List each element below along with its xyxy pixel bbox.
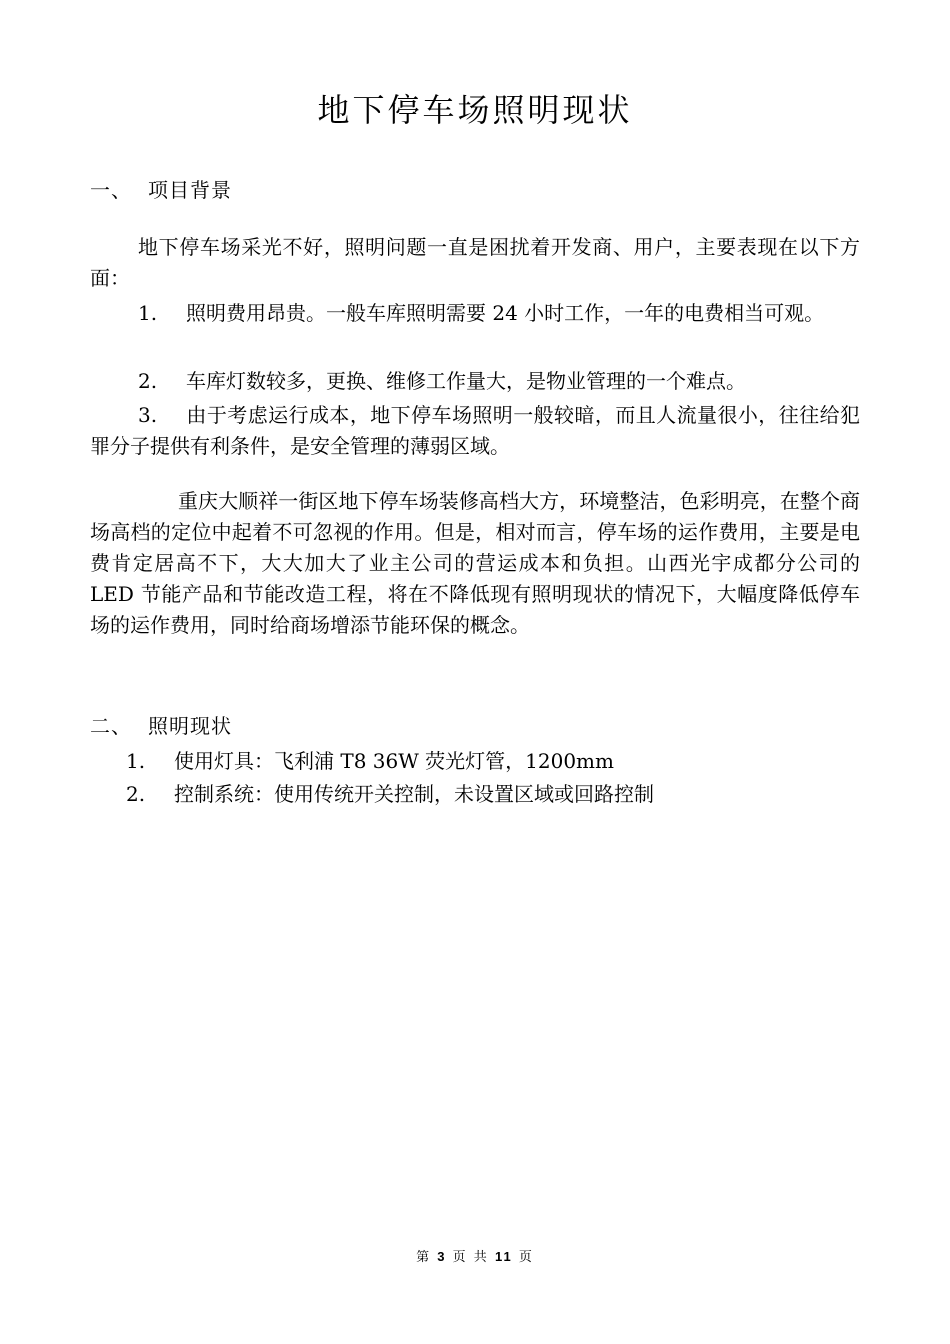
status-item bbox=[126, 779, 654, 810]
section-title: 项目背景 bbox=[148, 178, 232, 202]
list-item bbox=[90, 366, 860, 397]
total-pages: 11 bbox=[494, 1249, 513, 1264]
current-page-number: 3 bbox=[437, 1249, 447, 1264]
list-marker: 3. bbox=[138, 403, 158, 427]
list-item bbox=[90, 298, 860, 329]
section-heading-background bbox=[90, 176, 232, 204]
list-marker: 1. bbox=[138, 301, 158, 325]
section-title: 照明现状 bbox=[148, 714, 232, 738]
list-item bbox=[90, 400, 860, 462]
list-marker: 1. bbox=[126, 749, 146, 773]
page-footer bbox=[0, 1248, 950, 1267]
footer-middle: 页 共 bbox=[452, 1250, 489, 1265]
list-item-text: 由于考虑运行成本，地下停车场照明一般较暗，而且人流量很小，往往给犯罪分子提供有利条件，是安全管理的薄弱区域。 bbox=[90, 403, 860, 458]
intro-paragraph: 地下停车场采光不好，照明问题一直是困扰着开发商、用户，主要表现在以下方面： bbox=[90, 235, 860, 290]
list-item-text: 照明费用昂贵。一般车库照明需要 24 小时工作，一年的电费相当可观。 bbox=[186, 301, 825, 325]
list-marker: 2. bbox=[126, 782, 146, 806]
status-item-text: 使用灯具：飞利浦 T8 36W 荧光灯管，1200mm bbox=[174, 749, 614, 773]
section-number: 一、 bbox=[90, 178, 132, 202]
body-paragraph: 重庆大顺祥一街区地下停车场装修高档大方，环境整洁，色彩明亮，在整个商场高档的定位中起着不可忽视的作用。但是，相对而言，停车场的运作费用，主要是电费肯定居高不下，大大加大了业主公司的营运成本和负担。山西光宇成都分公司的 LED 节能产品和节能改造工程，将在不降低现有照明现状的情况下，大幅度降低停车场的运作费用，同时给商场增添节能环保的概念。 bbox=[90, 489, 860, 637]
footer-suffix: 页 bbox=[518, 1250, 534, 1265]
list-marker: 2. bbox=[138, 369, 158, 393]
list-item-text: 车库灯数较多，更换、维修工作量大，是物业管理的一个难点。 bbox=[186, 369, 746, 393]
status-item-text: 控制系统：使用传统开关控制，未设置区域或回路控制 bbox=[174, 782, 654, 806]
footer-prefix: 第 bbox=[416, 1250, 432, 1265]
section-number: 二、 bbox=[90, 714, 132, 738]
section-heading-status bbox=[90, 712, 232, 740]
page-title: 地下停车场照明现状 bbox=[317, 91, 633, 129]
status-item bbox=[126, 746, 614, 777]
